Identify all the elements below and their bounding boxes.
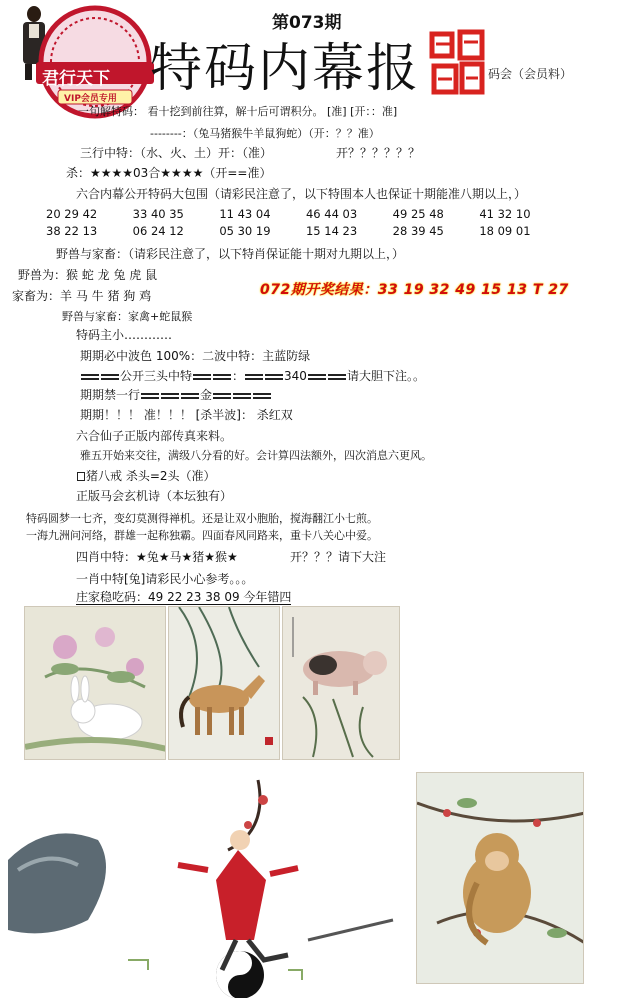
number-group: 41 32 10	[479, 207, 531, 221]
line-zodiac-nine: --------：（兔马猪猴牛羊鼠狗蛇）（开：？？准）	[150, 127, 380, 140]
number-row-2	[46, 224, 566, 238]
double-bar-mark	[141, 393, 159, 399]
double-bar-mark	[161, 393, 179, 399]
number-group: 11 43 04	[219, 207, 271, 221]
line-wild-animals: 野兽为：猴 蛇 龙 兔 虎 鼠	[18, 268, 158, 282]
forbid-row-element: 金	[200, 388, 213, 402]
double-bar-mark	[253, 393, 271, 399]
number-group: 46 44 03	[305, 207, 358, 221]
pig-kill-text: 猪八戒 杀头=2头（准）	[86, 469, 216, 483]
line-kill-half-wave: 期期！！！ 准！！！ [杀半波]： 杀红双	[80, 408, 293, 422]
double-bar-mark	[81, 374, 99, 380]
line-forbid-row	[80, 386, 272, 403]
subtitle: 码会（会员料）	[488, 67, 573, 81]
number-group: 49 25 48	[392, 207, 444, 221]
line-poem-hint: 雅五开始来交往，满级八分看的好。会计算四法额外，四次消息六更风。	[80, 449, 432, 462]
rabbit-painting	[24, 606, 166, 760]
line-riddle: 一句解特码： 看十挖到前往算，解十后可谓积分。 [准] [开：：准]	[78, 105, 398, 118]
number-row-1	[46, 207, 566, 221]
last-draw-result: 072期开奖结果：33 19 32 49 15 13 T 27	[260, 282, 569, 298]
line-banker-numbers	[76, 588, 291, 605]
number-group: 18 09 01	[479, 224, 531, 238]
line-four-zodiac: 四肖中特：★兔★马★猪★猴★	[76, 550, 238, 564]
box-mark	[77, 472, 85, 481]
line-kill-number: 杀：★★★★03合★★★★（开==准）	[66, 166, 272, 180]
horse-painting	[168, 606, 280, 760]
line-encircle-intro: 六合内幕公开特码大包围（请彩民注意了，以下特围本人也保证十期能准八期以上，）	[76, 187, 527, 201]
page-title: 特码内幕报	[150, 39, 421, 99]
line-four-zodiac-open: 开？？？请下大注	[290, 550, 387, 564]
poem-line-1: 特码圆梦一七齐，变幻莫测得禅机。还是让双小胞胎，搅海翻江小七煎。	[26, 512, 378, 525]
three-heads-text: 公开三头中特	[120, 369, 193, 383]
banker-numbers-text: 庄家稳吃码：49 22 23 38 09 今年错四	[76, 590, 292, 604]
pig-painting	[282, 606, 400, 760]
number-group: 20 29 42	[46, 207, 98, 221]
double-bar-mark	[193, 374, 211, 380]
number-group: 15 14 23	[305, 224, 358, 238]
line-poem-title: 正版马会玄机诗（本坛独有）	[76, 489, 233, 503]
double-bar-mark	[265, 374, 283, 380]
number-group: 06 24 12	[132, 224, 184, 238]
number-group: 05 30 19	[219, 224, 271, 238]
badge-sub-text: VIP会员专用	[64, 94, 117, 104]
double-bar-mark	[213, 374, 231, 380]
line-beast-intro: 野兽与家畜：（请彩民注意了，以下特肖保证能十期对九期以上，）	[56, 247, 405, 261]
double-bar-mark	[101, 374, 119, 380]
line-three-elements-open: 开？？？？？？	[336, 146, 421, 160]
line-wave-color: 期期必中波色 100%：二波中特：主蓝防绿	[80, 349, 311, 363]
double-bar-mark	[213, 393, 231, 399]
double-bar-mark	[245, 374, 263, 380]
poem-line-2: 一海九洲问河络，群雄一起称独霸。四面春风同路来，重卡八关心中爱。	[26, 529, 378, 542]
double-bar-mark	[181, 393, 199, 399]
line-beast-pick: 野兽与家畜：家禽+蛇鼠猴	[62, 310, 193, 323]
three-heads-number: 340	[284, 369, 307, 383]
taichi-swordsman-illustration	[8, 770, 400, 998]
badge-main-text: 君行天下	[42, 69, 110, 89]
number-group: 33 40 35	[132, 207, 184, 221]
line-three-elements: 三行中特：（水、火、土）开：（准）	[80, 146, 273, 160]
red-seal-stamp	[424, 24, 490, 100]
number-group: 28 39 45	[392, 224, 444, 238]
line-pig-kill	[76, 467, 216, 484]
forbid-row-text: 期期禁一行	[80, 388, 141, 402]
line-small-number: 特码主小…………	[76, 328, 173, 342]
line-one-zodiac: 一肖中特[兔]请彩民小心参考。。。	[76, 572, 254, 586]
three-heads-tail: 请大胆下注。。	[346, 369, 425, 383]
monkey-painting	[416, 772, 584, 984]
line-three-heads: 公开三头中特 ： 340 请大胆下注。。	[80, 367, 425, 384]
line-domestic-animals: 家畜为：羊 马 牛 猪 狗 鸡	[12, 289, 152, 303]
double-bar-mark	[233, 393, 251, 399]
issue-number: 第073期	[272, 13, 342, 33]
double-bar-mark	[308, 374, 326, 380]
number-group: 38 22 13	[46, 224, 98, 238]
line-fairy-fax: 六合仙子正版内部传真来料。	[76, 429, 233, 443]
double-bar-mark	[328, 374, 346, 380]
